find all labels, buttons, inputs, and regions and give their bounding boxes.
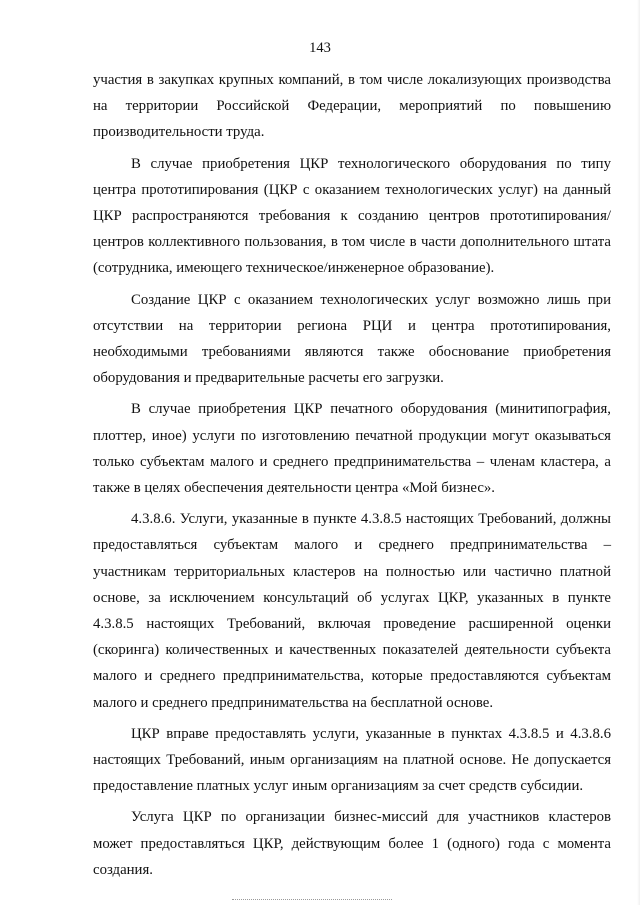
paragraph-7: Услуга ЦКР по организации бизнес-миссий для участников кластеров может предоставляться ЦКР, действующим более 1 (одного) года с момента создания. [93, 809, 611, 878]
paragraph-3: Создание ЦКР с оказанием технологических услуг возможно лишь при отсутствии на территории региона РЦИ и центра прототипирования, необходимыми требованиями являются также обоснование приобретения оборудования и предварительные расчеты его загрузки. [93, 291, 611, 387]
paragraph-5: 4.3.8.6. Услуги, указанные в пункте 4.3.8.5 настоящих Требований, должны предоставляться субъектам малого и среднего предпринимательства – участникам территориальных кластеров на полностью или частично платной основе, за исключением консультаций об услугах ЦКР, указанных в пункте 4.3.8.5 настоящих Требований, включая проведение расширенной оценки (скоринга) количественных и качественных показателей деятельности субъекта малого и среднего предпринимательства, которые предоставляются субъектам малого и среднего предпринимательства на бесплатной основе. [93, 511, 611, 711]
paragraph-1: участия в закупках крупных компаний, в том числе локализующих производства на территории Российской Федерации, мероприятий по повышению производительности труда. [93, 72, 611, 141]
paragraph-4: В случае приобретения ЦКР печатного оборудования (минитипография, плоттер, иное) услуги по изготовлению печатной продукции могут оказываться только субъектам малого и среднего предпринимательства – членам кластера, а также в целях обеспечения деятельности центра «Мой бизнес». [93, 401, 611, 497]
footer-divider [232, 899, 392, 900]
page-number: 143 [309, 40, 331, 56]
paragraph-2: В случае приобретения ЦКР технологического оборудования по типу центра прототипирования (ЦКР с оказанием технологических услуг) на данный ЦКР распространяются требования к созданию центров прототипирования/центров коллективного пользования, в том числе в части дополнительного штата (сотрудника, имеющего техническое/инженерное образование). [93, 155, 611, 277]
paragraph-6: ЦКР вправе предоставлять услуги, указанные в пунктах 4.3.8.5 и 4.3.8.6 настоящих Требований, иным организациям на платной основе. Не допускается предоставление платных услуг иным организациям за счет средств субсидии. [93, 725, 611, 795]
document-body [93, 67, 611, 883]
